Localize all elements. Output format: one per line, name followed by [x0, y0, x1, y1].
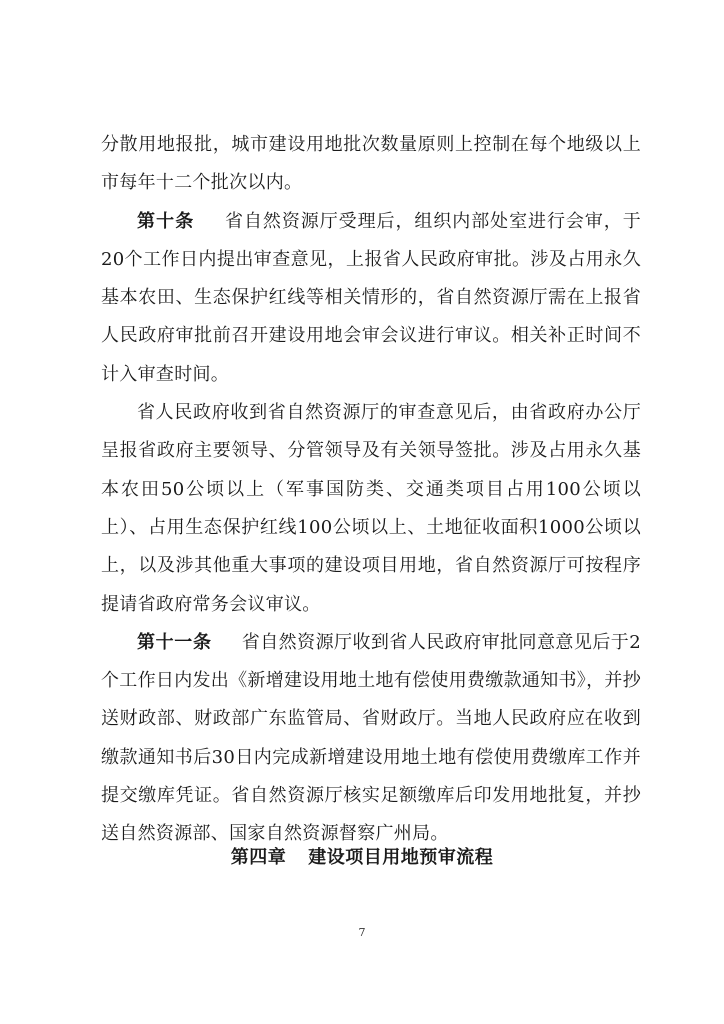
chapter-number: 第四章 [230, 847, 287, 868]
paragraph-province-review: 省人民政府收到省自然资源厅的审查意见后，由省政府办公厅呈报省政府主要领导、分管领导及有关领导签批。涉及占用永久基本农田50公顷以上（军事国防类、交通类项目占用100公顷以上）、占用生态保护红线100公顷以上、土地征收面积1000公顷以上，以及涉其他重大事项的建设项目用地，省自然资源厅可按程序提请省政府常务会议审议。 [101, 402, 641, 615]
article-11-paragraph [101, 624, 641, 854]
article-10-label: 第十条 [137, 210, 195, 232]
article-11-text: 省自然资源厅收到省人民政府审批同意意见后于2个工作日内发出《新增建设用地土地有偿使用费缴款通知书》，并抄送财政部、财政部广东监管局、省财政厅。当地人民政府应在收到缴款通知书后30日内完成新增建设用地土地有偿使用费缴库工作并提交缴库凭证。省自然资源厅核实足额缴库后印发用地批复，并抄送自然资源部、国家自然资源督察广州局。 [101, 631, 641, 845]
paragraph-continuation: 分散用地报批，城市建设用地批次数量原则上控制在每个地级以上市每年十二个批次以内。 [101, 134, 641, 194]
chapter-title: 建设项目用地预审流程 [308, 847, 494, 868]
article-10-paragraph [101, 203, 641, 394]
chapter-heading [0, 843, 724, 869]
page-number: 7 [358, 926, 366, 939]
body-text [101, 126, 641, 854]
article-10-text: 省自然资源厅受理后，组织内部处室进行会审，于20个工作日内提出审查意见，上报省人民政府审批。涉及占用永久基本农田、生态保护红线等相关情形的，省自然资源厅需在上报省人民政府审批前召开建设用地会审会议进行审议。相关补正时间不计入审查时间。 [101, 210, 642, 385]
article-11-label: 第十一条 [137, 631, 212, 653]
